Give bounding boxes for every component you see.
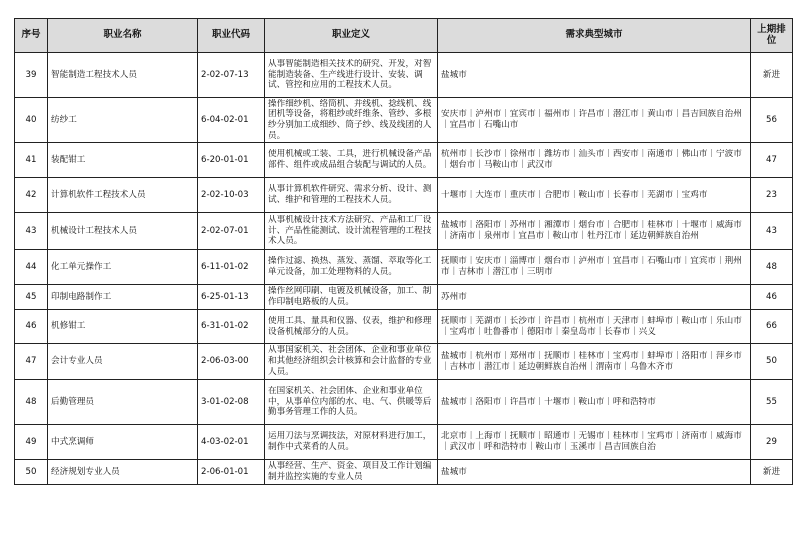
table-row [15, 213, 793, 250]
table-row [15, 250, 793, 285]
row-occupation-name: 会计专业人员 [48, 344, 198, 380]
row-cities [438, 344, 751, 380]
row-definition [265, 250, 438, 285]
row-occupation-code: 2-06-01-01 [198, 460, 265, 485]
header-no: 序号 [15, 19, 48, 53]
row-cities [438, 143, 751, 178]
row-cities [438, 213, 751, 250]
row-no: 42 [15, 178, 48, 213]
row-previous-rank: 55 [751, 380, 793, 425]
row-definition-text: 在国家机关、社会团体、企业和事业单位中，从事单位内部的水、电、气、供暖等后勤事务管理工作的人员。 [268, 385, 432, 418]
row-definition [265, 344, 438, 380]
occupation-table-container [14, 18, 792, 485]
row-definition-text: 从事机械设计技术方法研究、产品和工厂设计、产品性能测试、设计流程管理的工程技术人员。 [268, 214, 432, 247]
row-previous-rank: 新进 [751, 53, 793, 98]
row-definition [265, 53, 438, 98]
table-row [15, 344, 793, 380]
row-definition-text: 操作过滤、换热、蒸发、蒸馏、萃取等化工单元设备，加工处理物料的人员。 [268, 256, 432, 277]
row-no: 50 [15, 460, 48, 485]
table-row [15, 380, 793, 425]
row-no: 49 [15, 425, 48, 460]
row-occupation-code: 3-01-02-08 [198, 380, 265, 425]
table-row [15, 460, 793, 485]
header-occupation-name: 职业名称 [48, 19, 198, 53]
row-definition [265, 213, 438, 250]
table-row [15, 53, 793, 98]
row-definition-text: 操作细纱机、络筒机、并线机、捻线机、线团机等设备，将粗纱或纤维条、管纱、多根纱分别加工成细纱、筒子纱、线及线团的人员。 [268, 98, 432, 141]
row-cities [438, 98, 751, 143]
row-definition [265, 178, 438, 213]
row-occupation-code: 6-31-01-02 [198, 310, 265, 344]
row-definition-text: 从事智能制造相关技术的研究、开发，对智能制造装备、生产线进行设计、安装、调试、管控和应用的工程技术人员。 [268, 58, 432, 91]
row-cities-text: 安庆市｜泸州市｜宜宾市｜福州市｜许昌市｜潜江市｜黄山市｜昌吉回族自治州｜宜昌市｜石嘴山市 [441, 109, 742, 130]
row-occupation-code: 6-20-01-01 [198, 143, 265, 178]
row-occupation-name: 中式烹调师 [48, 425, 198, 460]
row-occupation-code: 2-02-07-13 [198, 53, 265, 98]
row-previous-rank: 47 [751, 143, 793, 178]
row-cities-text: 盐城市 [441, 69, 467, 80]
row-previous-rank: 50 [751, 344, 793, 380]
row-no: 46 [15, 310, 48, 344]
row-previous-rank: 新进 [751, 460, 793, 485]
row-occupation-code: 6-11-01-02 [198, 250, 265, 285]
row-definition-text: 从事计算机软件研究、需求分析、设计、测试、维护和管理的工程技术人员。 [268, 184, 432, 205]
row-definition [265, 98, 438, 143]
row-occupation-name: 智能制造工程技术人员 [48, 53, 198, 98]
header-occupation-definition: 职业定义 [265, 19, 438, 53]
row-occupation-code: 6-25-01-13 [198, 285, 265, 310]
row-cities-text: 抚顺市｜安庆市｜淄博市｜烟台市｜泸州市｜宜昌市｜石嘴山市｜宜宾市｜荆州市｜吉林市｜潜江市｜三明市 [441, 256, 742, 277]
table-row [15, 310, 793, 344]
row-cities [438, 178, 751, 213]
table-row [15, 285, 793, 310]
row-cities [438, 380, 751, 425]
row-occupation-name: 装配钳工 [48, 143, 198, 178]
row-previous-rank: 48 [751, 250, 793, 285]
table-row [15, 178, 793, 213]
row-no: 43 [15, 213, 48, 250]
table-row [15, 98, 793, 143]
row-definition [265, 285, 438, 310]
occupation-demand-table [14, 18, 793, 485]
row-definition-text: 从事国家机关、社会团体、企业和事业单位和其他经济组织会计核算和会计监督的专业人员。 [268, 345, 432, 377]
row-no: 47 [15, 344, 48, 380]
row-occupation-code: 6-04-02-01 [198, 98, 265, 143]
row-definition [265, 310, 438, 344]
row-cities-text: 十堰市｜大连市｜重庆市｜合肥市｜鞍山市｜长春市｜芜湖市｜宝鸡市 [441, 189, 708, 200]
row-no: 41 [15, 143, 48, 178]
row-occupation-code: 2-02-10-03 [198, 178, 265, 213]
row-occupation-code: 4-03-02-01 [198, 425, 265, 460]
row-definition-text: 运用刀法与烹调技法，对原材料进行加工，制作中式菜肴的人员。 [268, 431, 432, 452]
row-definition [265, 380, 438, 425]
row-cities [438, 460, 751, 485]
row-no: 44 [15, 250, 48, 285]
table-header-row [15, 19, 793, 53]
row-definition-text: 使用工具、量具和仪器、仪表，维护和修理设备机械部分的人员。 [268, 315, 432, 337]
row-previous-rank: 29 [751, 425, 793, 460]
row-cities-text: 杭州市｜长沙市｜徐州市｜潍坊市｜汕头市｜西安市｜南通市｜佛山市｜宁波市｜烟台市｜马鞍山市｜武汉市 [441, 149, 742, 170]
table-row [15, 143, 793, 178]
row-definition [265, 143, 438, 178]
row-previous-rank: 66 [751, 310, 793, 344]
row-occupation-name: 机械设计工程技术人员 [48, 213, 198, 250]
row-no: 48 [15, 380, 48, 425]
row-cities-text: 盐城市｜杭州市｜郑州市｜抚顺市｜桂林市｜宝鸡市｜蚌埠市｜洛阳市｜萍乡市｜吉林市｜潜江市｜延边朝鲜族自治州｜渭南市｜乌鲁木齐市 [441, 350, 742, 372]
row-definition-text: 从事经营、生产、资金、项目及工作计划编制并监控实施的专业人员 [268, 461, 432, 482]
row-definition-text: 使用机械或工装、工具，进行机械设备产品部件、组件或成品组合装配与调试的人员。 [268, 149, 432, 170]
row-cities [438, 53, 751, 98]
row-no: 45 [15, 285, 48, 310]
row-cities-text: 盐城市 [441, 466, 467, 477]
row-cities-text: 盐城市｜洛阳市｜许昌市｜十堰市｜鞍山市｜呼和浩特市 [441, 396, 656, 407]
row-cities [438, 250, 751, 285]
header-typical-cities: 需求典型城市 [438, 19, 751, 53]
row-previous-rank: 46 [751, 285, 793, 310]
row-definition [265, 460, 438, 485]
row-occupation-code: 2-02-07-01 [198, 213, 265, 250]
table-row [15, 425, 793, 460]
header-occupation-code: 职业代码 [198, 19, 265, 53]
row-previous-rank: 43 [751, 213, 793, 250]
row-cities-text: 苏州市 [441, 291, 467, 302]
row-occupation-name: 后勤管理员 [48, 380, 198, 425]
row-occupation-name: 机修钳工 [48, 310, 198, 344]
row-cities-text: 北京市｜上海市｜抚顺市｜昭通市｜无锡市｜桂林市｜宝鸡市｜济南市｜威海市｜武汉市｜呼和浩特市｜鞍山市｜玉溪市｜昌吉回族自治 [441, 431, 742, 452]
header-previous-rank: 上期排位 [751, 19, 793, 53]
row-occupation-name: 化工单元操作工 [48, 250, 198, 285]
row-occupation-name: 纺纱工 [48, 98, 198, 143]
row-previous-rank: 23 [751, 178, 793, 213]
row-definition [265, 425, 438, 460]
row-occupation-name: 印制电路制作工 [48, 285, 198, 310]
row-no: 40 [15, 98, 48, 143]
row-cities [438, 425, 751, 460]
row-cities [438, 310, 751, 344]
row-occupation-name: 计算机软件工程技术人员 [48, 178, 198, 213]
row-cities [438, 285, 751, 310]
row-previous-rank: 56 [751, 98, 793, 143]
row-occupation-name: 经济规划专业人员 [48, 460, 198, 485]
row-definition-text: 操作丝网印刷、电镀及机械设备，加工、制作印制电路板的人员。 [268, 286, 432, 307]
row-no: 39 [15, 53, 48, 98]
row-occupation-code: 2-06-03-00 [198, 344, 265, 380]
row-cities-text: 抚顺市｜芜湖市｜长沙市｜许昌市｜杭州市｜天津市｜蚌埠市｜鞍山市｜乐山市｜宝鸡市｜吐鲁番市｜德阳市｜秦皇岛市｜长春市｜兴义 [441, 315, 742, 337]
row-cities-text: 盐城市｜洛阳市｜苏州市｜湘潭市｜烟台市｜合肥市｜桂林市｜十堰市｜威海市｜济南市｜泉州市｜宜昌市｜鞍山市｜牡丹江市｜延边朝鲜族自治州 [441, 220, 742, 241]
